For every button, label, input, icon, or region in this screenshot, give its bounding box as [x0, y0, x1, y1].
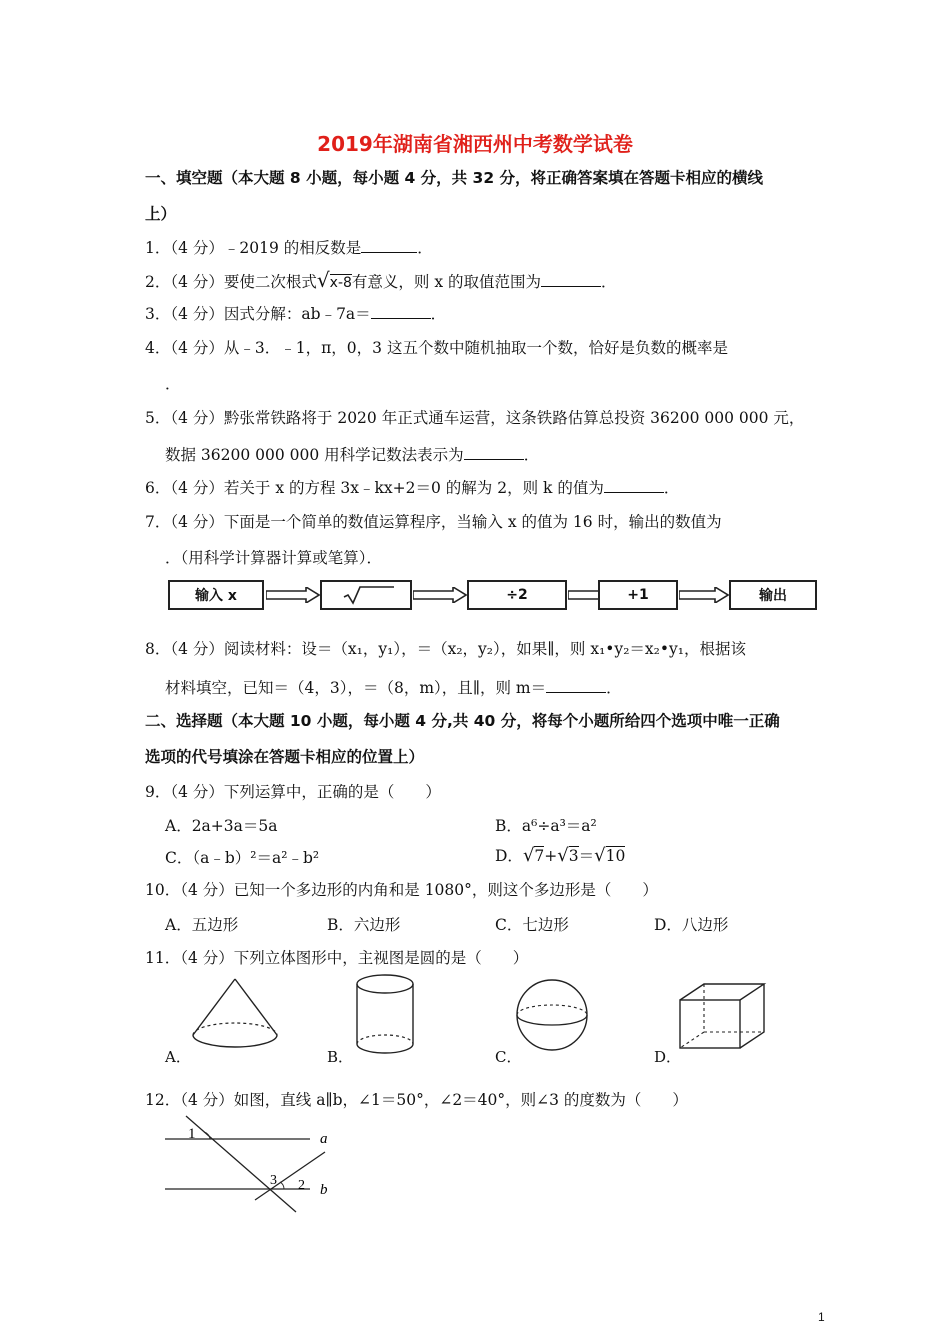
question-10: 10．（4 分）已知一个多边形的内角和是 1080°，则这个多边形是（ ）	[145, 881, 658, 899]
question-5: 5．（4 分）黔张常铁路将于 2020 年正式通车运营，这条铁路估算总投资 36200 000 000 元，	[145, 409, 805, 427]
question-2-text-cont: 有意义，则 x 的取值范围为	[351, 273, 542, 291]
section2-heading: 二、选择题（本大题 10 小题，每小题 4 分,共 40 分，将每个小题所给四个选项中唯一正确	[145, 712, 780, 730]
question-2-text: 2．（4 分）要使二次根式	[145, 273, 317, 291]
answer-blank	[546, 678, 606, 693]
cylinder-icon	[350, 972, 420, 1060]
radical-sign-icon	[336, 585, 396, 605]
page-number: 1	[818, 1310, 825, 1324]
question-4: 4．（4 分）从﹣3．﹣1，π，0，3 这五个数中随机抽取一个数，恰好是负数的概率是	[145, 339, 728, 357]
option-b: B．六边形	[327, 916, 401, 934]
parallel-lines-figure	[160, 1112, 340, 1217]
question-3-text: 3．（4 分）因式分解：ab﹣7a＝	[145, 305, 371, 323]
question-9: 9．（4 分）下列运算中，正确的是（ ）	[145, 783, 441, 801]
radical-sign-icon: √	[316, 268, 330, 292]
question-6: 6．（4 分）若关于 x 的方程 3x﹣kx+2＝0 的解为 2，则 k 的值为 ．	[145, 479, 680, 497]
radicand: 10	[605, 847, 626, 865]
question-11: 11．（4 分）下列立体图形中，主视图是圆的是（ ）	[145, 949, 529, 967]
line-a-label: a	[320, 1131, 328, 1147]
question-8-cont: 材料填空，已知＝（4，3），＝（8，m），且∥，则 m＝ ．	[165, 679, 622, 697]
line-b-label: b	[320, 1182, 328, 1198]
answer-blank	[541, 272, 601, 287]
flow-input-box: 输入 x	[168, 580, 264, 610]
radical-sign-icon: √	[557, 845, 569, 866]
question-2: 2．（4 分）要使二次根式√x-8有意义，则 x 的取值范围为 ．	[145, 268, 617, 292]
option-a: A．五边形	[165, 916, 239, 934]
question-4-cont: ．	[165, 375, 181, 393]
option-d: D．√7+√3＝√10	[495, 845, 626, 866]
option-d: D．八边形	[654, 916, 729, 934]
question-3: 3．（4 分）因式分解：ab﹣7a＝ ．	[145, 305, 447, 323]
question-8: 8．（4 分）阅读材料：设＝（x₁，y₁），＝（x₂，y₂），如果∥，则 x₁•y₂＝x₂•y₁，根据该	[145, 640, 746, 658]
flow-arrow-icon	[413, 587, 467, 603]
option-a: A．	[165, 1048, 191, 1066]
radicand: 3	[568, 847, 579, 865]
page-title: 2019年湖南省湘西州中考数学试卷	[317, 132, 633, 156]
radicand: x-8	[329, 275, 352, 291]
flow-plus-box: +1	[598, 580, 678, 610]
option-c: C．（a﹣b）²＝a²﹣b²	[165, 849, 320, 867]
option-b: B．a⁶÷a³＝a²	[495, 817, 597, 835]
option-d-label: D．	[495, 847, 523, 865]
flow-output-box: 输出	[729, 580, 817, 610]
angle-1-label: 1	[188, 1126, 196, 1142]
section2-heading-cont: 选项的代号填涂在答题卡相应的位置上）	[145, 748, 425, 766]
section1-heading: 一、填空题（本大题 8 小题，每小题 4 分，共 32 分，将正确答案填在答题卡相应的横线	[145, 169, 764, 187]
option-d: D．	[654, 1048, 682, 1066]
option-a: A．2a+3a＝5a	[165, 817, 278, 835]
answer-blank	[371, 304, 431, 319]
flow-arrow-icon	[266, 587, 320, 603]
answer-blank	[604, 478, 664, 493]
cube-icon	[676, 980, 771, 1052]
option-c: C．七边形	[495, 916, 569, 934]
option-b: B．	[327, 1048, 354, 1066]
flow-sqrt-box	[320, 580, 412, 610]
angle-3-label: 3	[270, 1173, 277, 1188]
flow-arrow-icon	[679, 587, 729, 603]
cone-icon	[185, 975, 285, 1055]
flow-divide-box: ÷2	[467, 580, 567, 610]
section1-heading-cont: 上）	[145, 205, 177, 223]
answer-blank	[464, 445, 524, 460]
question-7-cont: ．（用科学计算器计算或笔算）．	[165, 549, 383, 567]
option-c: C．	[495, 1048, 522, 1066]
question-6-text: 6．（4 分）若关于 x 的方程 3x﹣kx+2＝0 的解为 2，则 k 的值为	[145, 479, 604, 497]
question-1: 1．（4 分）﹣2019 的相反数是 ．	[145, 239, 433, 257]
question-8-text: 材料填空，已知＝（4，3），＝（8，m），且∥，则 m＝	[165, 679, 547, 697]
sphere-icon	[512, 975, 592, 1055]
question-7: 7．（4 分）下面是一个简单的数值运算程序，当输入 x 的值为 16 时，输出的数值为	[145, 513, 722, 531]
question-5-cont: 数据 36200 000 000 用科学记数法表示为 ．	[165, 446, 540, 464]
question-5-text: 数据 36200 000 000 用科学记数法表示为	[165, 446, 464, 464]
radical-sign-icon: √	[522, 845, 535, 866]
question-1-text: 1．（4 分）﹣2019 的相反数是	[145, 239, 362, 257]
radical-sign-icon: √	[594, 845, 606, 866]
angle-2-label: 2	[298, 1178, 305, 1193]
question-12: 12．（4 分）如图，直线 a∥b，∠1＝50°，∠2＝40°，则∠3 的度数为（ ）	[145, 1091, 688, 1109]
answer-blank	[361, 238, 417, 253]
radicand: 7	[534, 847, 545, 865]
